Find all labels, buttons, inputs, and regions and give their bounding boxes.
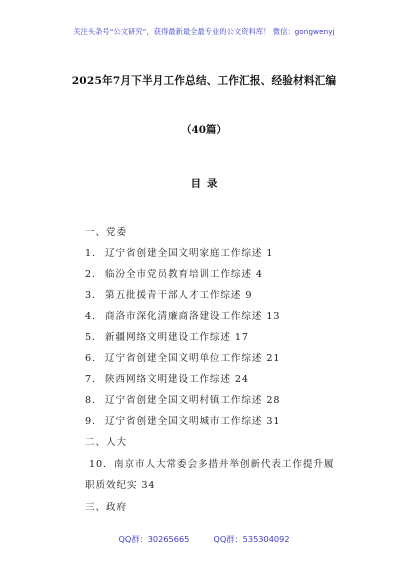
toc-item[interactable] <box>85 287 252 301</box>
toc-item-number: 10. <box>89 459 107 470</box>
toc-item-label: 商洛市深化清廉商洛建设工作综述 13 <box>105 311 281 322</box>
toc-heading: 目录 <box>190 178 224 190</box>
toc-item-continuation[interactable]: 职质效纪实 34 <box>85 480 156 491</box>
toc-item-label: 新疆网络文明建设工作综述 17 <box>105 332 249 343</box>
toc-item-number: 1. <box>85 248 96 259</box>
qq-group-2: QQ群：535304092 <box>213 534 290 544</box>
toc-item-number: 2. <box>85 269 96 280</box>
toc-item[interactable] <box>85 413 280 427</box>
toc-item-number: 9. <box>85 416 96 427</box>
toc-item-label: 第五批援青干部人才工作综述 9 <box>105 290 253 301</box>
toc-item-label: 临汾全市党员教育培训工作综述 4 <box>105 269 263 280</box>
toc-item-label: 辽宁省创建全国文明村镇工作综述 28 <box>105 395 281 406</box>
toc-item[interactable] <box>85 245 273 259</box>
toc-item[interactable] <box>85 371 249 385</box>
toc-item[interactable] <box>85 308 280 322</box>
toc-item-label: 陕西网络文明建设工作综述 24 <box>105 374 249 385</box>
toc-item[interactable] <box>89 456 334 470</box>
document-title: 2025年7月下半月工作总结、工作汇报、经验材料汇编 <box>71 75 337 87</box>
toc-item-number: 8. <box>85 395 96 406</box>
qq-group-1: QQ群：30265665 <box>118 534 190 544</box>
article-count: （40篇） <box>181 124 227 136</box>
toc-section-party-committee[interactable]: 一、党委 <box>85 227 127 238</box>
toc-item[interactable] <box>85 266 263 280</box>
toc-item-number: 5. <box>85 332 96 343</box>
toc-item-number: 4. <box>85 311 96 322</box>
toc-item-number: 7. <box>85 374 96 385</box>
toc-item[interactable] <box>85 350 280 364</box>
toc-section-peoples-congress[interactable]: 二、人大 <box>85 437 127 448</box>
header-banner: 关注头条号“公文研究”，获得最新最全最专业的公文资料库！ 微信：gongwenyj <box>73 27 335 36</box>
toc-item-label: 南京市人大常委会多措并举创新代表工作提升履 <box>114 459 335 470</box>
toc-item[interactable] <box>85 329 249 343</box>
toc-item-label: 辽宁省创建全国文明单位工作综述 21 <box>105 353 281 364</box>
footer-contact <box>0 534 408 545</box>
toc-item-label: 辽宁省创建全国文明家庭工作综述 1 <box>105 248 274 259</box>
toc-section-government[interactable]: 三、政府 <box>85 502 127 513</box>
toc-item[interactable] <box>85 392 280 406</box>
toc-item-number: 3. <box>85 290 96 301</box>
toc-item-label: 辽宁省创建全国文明城市工作综述 31 <box>105 416 281 427</box>
toc-item-number: 6. <box>85 353 96 364</box>
